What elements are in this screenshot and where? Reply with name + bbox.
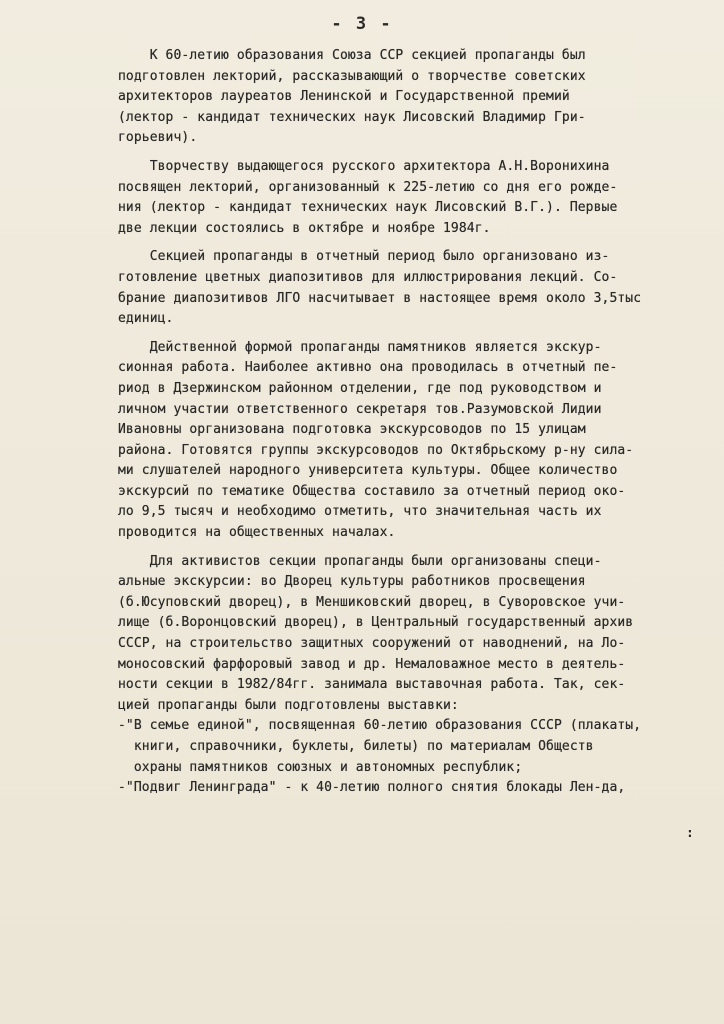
paragraph-gap xyxy=(118,239,718,247)
text-line: архитекторов лауреатов Ленинской и Государственной премий xyxy=(118,89,570,105)
paragraph-gap xyxy=(118,330,718,338)
text-line: охраны памятников союзных и автономных республик; xyxy=(118,759,523,775)
text-line: К 60-летию образования Союза ССР секцией пропаганды был xyxy=(118,48,586,63)
text-line: Для активистов секции пропаганды были организованы специ- xyxy=(118,553,602,569)
paragraph xyxy=(118,46,718,149)
text-line: (б.Юсуповский дворец), в Меншиковский дворец, в Суворовское учи- xyxy=(118,594,626,610)
continuation-mark: : xyxy=(686,826,694,841)
text-line: района. Готовятся группы экскурсоводов по Октябрьскому р-ну сила- xyxy=(118,442,634,458)
text-line: посвящен лекторий, организованный к 225-летию со дня его рожде- xyxy=(118,179,618,195)
text-line: ло 9,5 тысяч и необходимо отметить, что значительная часть их xyxy=(118,504,602,520)
text-line: ности секции в 1982/84гг. занимала выставочная работа. Так, сек- xyxy=(118,677,626,693)
text-line: личном участии ответственного секретаря тов.Разумовской Лидии xyxy=(118,401,602,417)
text-line: Действенной формой пропаганды памятников является экскур- xyxy=(118,339,602,355)
text-line: горьевич). xyxy=(118,130,198,146)
paragraph-gap xyxy=(118,149,718,157)
text-line: единиц. xyxy=(118,311,174,327)
text-line: ми слушателей народного университета культуры. Общее количество xyxy=(118,463,618,479)
text-line: риод в Дзержинском районном отделении, где под руководством и xyxy=(118,380,602,396)
paragraph-gap xyxy=(118,544,718,552)
text-line: Секцией пропаганды в отчетный период было организовано из- xyxy=(118,249,610,265)
text-line: сионная работа. Наиболее активно она проводилась в отчетный пе- xyxy=(118,360,618,376)
text-line: -"Подвиг Ленинграда" - к 40-летию полного снятия блокады Лен-да, xyxy=(118,780,626,796)
text-line: книги, справочники, буклеты, билеты) по материалам Обществ xyxy=(118,739,594,754)
text-line: моносовский фарфоровый завод и др. Немаловажное место в деятель- xyxy=(118,656,626,672)
text-line: готовление цветных диапозитивов для иллюстрирования лекций. Со- xyxy=(118,269,618,285)
text-line: -"В семье единой", посвященная 60-летию образования СССР (плакаты, xyxy=(118,718,642,734)
text-line: ния (лектор - кандидат технических наук Лисовский В.Г.). Первые xyxy=(118,200,618,216)
text-line: лище (б.Воронцовский дворец), в Центральный государственный архив xyxy=(118,615,634,631)
text-line: (лектор - кандидат технических наук Лисовский Владимир Гри- xyxy=(118,109,586,125)
text-line: экскурсий по тематике Общества составило за отчетный период око- xyxy=(118,483,626,499)
paragraph xyxy=(118,338,718,544)
text-line: подготовлен лекторий, рассказывающий о творчестве советских xyxy=(118,68,586,84)
paragraph xyxy=(118,157,718,239)
text-line: альные экскурсии: во Дворец культуры работников просвещения xyxy=(118,574,586,590)
text-line: Творчеству выдающегося русского архитектора А.Н.Воронихина xyxy=(118,158,610,174)
document-body xyxy=(118,46,718,799)
text-line: две лекции состоялись в октябре и ноябре 1984г. xyxy=(118,220,491,236)
paragraph xyxy=(118,552,718,799)
page-number: - 3 - xyxy=(331,14,393,34)
text-line: Ивановны организована подготовка экскурсоводов по 15 улицам xyxy=(118,422,586,438)
text-line: СССР, на строительство защитных сооружений от наводнений, на Ло- xyxy=(118,636,626,652)
text-line: брание диапозитивов ЛГО насчитывает в настоящее время около 3,5тыс xyxy=(118,290,642,306)
text-line: проводится на общественных началах. xyxy=(118,525,396,541)
paragraph xyxy=(118,247,718,329)
text-line: цией пропаганды были подготовлены выставки: xyxy=(118,697,459,713)
